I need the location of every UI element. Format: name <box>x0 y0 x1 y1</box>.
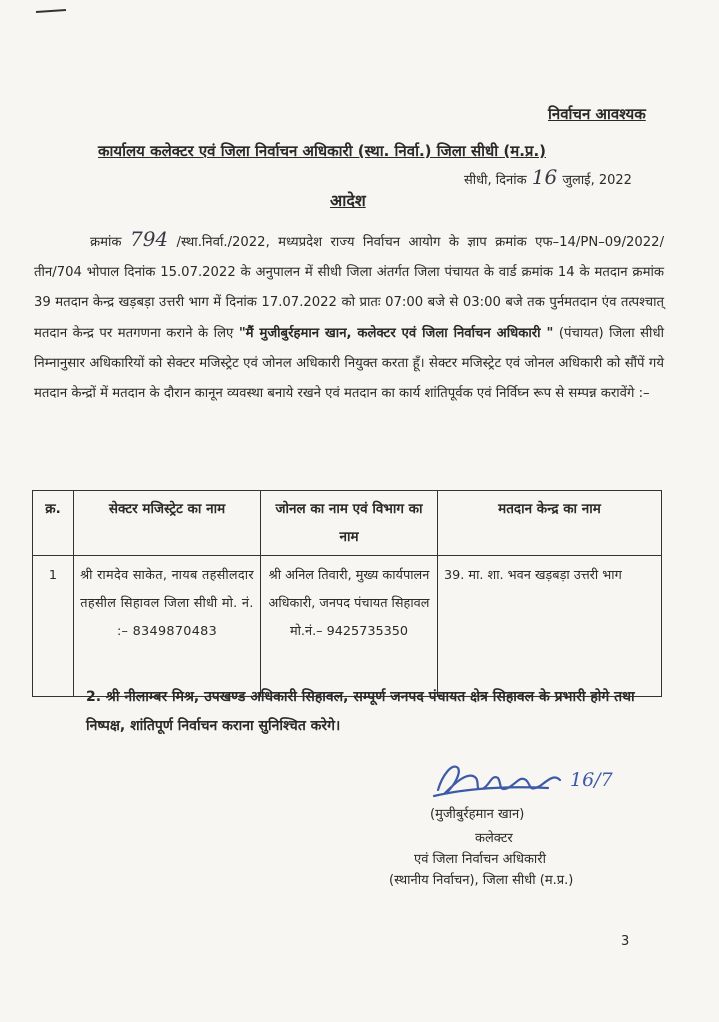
order-paragraph <box>34 224 664 409</box>
cell-zonal-officer: श्री अनिल तिवारी, मुख्य कार्यपालन अधिकारी, जनपद पंचायत सिहावल मो.नं.– 9425735350 <box>261 556 438 697</box>
table-row <box>33 556 662 697</box>
appointments-table <box>32 490 662 697</box>
page-number: 3 <box>621 934 630 949</box>
order-title: आदेश <box>330 191 366 210</box>
cell-polling-station: 39. मा. शा. भवन खड़बड़ा उत्तरी भाग <box>438 556 662 697</box>
document-priority-mark: निर्वाचन आवश्यक <box>548 105 646 123</box>
date-prefix: सीधी, दिनांक <box>464 173 527 188</box>
signature-date: 16/7 <box>570 769 613 791</box>
date-day-handwritten: 16 <box>531 165 558 189</box>
office-heading: कार्यालय कलेक्टर एवं जिला निर्वाचन अधिकारी (स्था. निर्वा.) जिला सीधी (म.प्र.) <box>98 142 546 160</box>
para-text-bold: "मैं मुजीबुर्रहमान खान, कलेक्टर एवं जिला निर्वाचन अधिकारी " <box>238 325 554 341</box>
signature-stroke <box>434 767 560 796</box>
table-header-row <box>33 491 662 556</box>
order-number-handwritten: 794 <box>129 227 169 251</box>
para-text-b: /स्था.निर्वा./2022, मध्यप्रदेश राज्य निर्वाचन आयोग के ज्ञाप क्रमांक एफ–14/PN–09/2022/तीन/704 भोपाल दिनांक 15.07.2022 के अनुपालन में सीधी जिला अंतर्गत जिला पंचायत के वार्ड क्रमांक 14 के मतदान क्रमांक 39 मतदान केन्द्र खड़बड़ा उत्तरी भाग में दिनांक 17.07.2022 को प्रातः 07:00 बजे से 03:00 बजे तक पुर्नमतदान एंव तत्पश्चात् मतदान केन्द्र पर मतगणना कराने के लिए <box>34 235 665 341</box>
header-sector-magistrate: सेक्टर मजिस्ट्रेट का नाम <box>74 491 261 556</box>
para-text-a: क्रमांक <box>90 235 130 250</box>
signatory-designation-2: एवं जिला निर्वाचन अधिकारी <box>414 852 546 867</box>
date-line <box>464 165 632 189</box>
header-serial: क्र. <box>33 491 74 556</box>
date-rest: जुलाई, 2022 <box>562 173 632 188</box>
corner-mark <box>36 9 66 13</box>
header-polling-station: मतदान केन्द्र का नाम <box>438 491 662 556</box>
signatory-name: (मुजीबुर्रहमान खान) <box>430 807 525 822</box>
signatory-designation-3: (स्थानीय निर्वाचन), जिला सीधी (म.प्र.) <box>389 873 574 888</box>
header-zonal-officer: जोनल का नाम एवं विभाग का नाम <box>261 491 438 556</box>
signatory-designation-1: कलेक्टर <box>475 831 513 846</box>
para-two: 2. श्री नीलाम्बर मिश्र, उपखण्ड अधिकारी सिहावल, सम्पूर्ण जनपद पंचायत क्षेत्र सिहावल के प्रभारी होगे तथा निष्पक्ष, शांतिपूर्ण निर्वाचन कराना सुनिश्चित करेगे। <box>86 689 635 734</box>
cell-sector-magistrate: श्री रामदेव साकेत, नायब तहसीलदार तहसील सिहावल जिला सीधी मो. नं. :– 8349870483 <box>74 556 261 697</box>
cell-serial: 1 <box>33 556 74 697</box>
para-text-c: (पंचायत) जिला सीधी निम्नानुसार अधिकारियों को सेक्टर मजिस्ट्रेट एवं जोनल अधिकारी नियुक्त करता हूँ। सेक्टर मजिस्ट्रेट एवं जोनल अधिकारी को सौंपें गये मतदान केन्द्रों में मतदान के दौरान कानून व्यवस्था बनाये रखने एवं मतदान का कार्य शांतिपूर्वक एवं निर्विघ्न रूप से सम्पन्न करावेंगे :– <box>34 325 664 402</box>
